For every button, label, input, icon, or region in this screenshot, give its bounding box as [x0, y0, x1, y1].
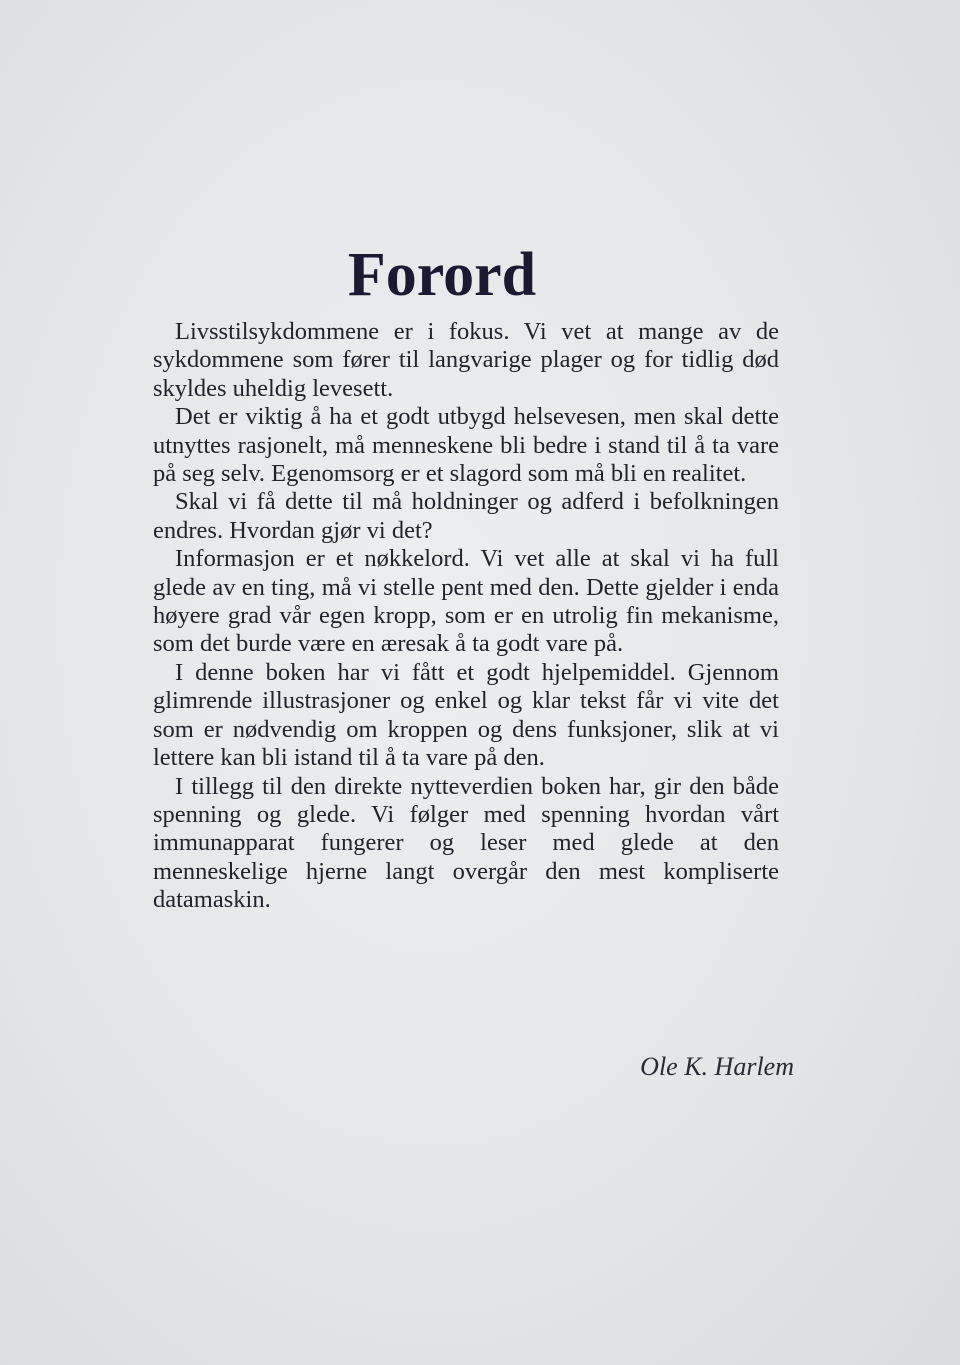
foreword-body: [153, 318, 779, 915]
paragraph-5: I denne boken har vi fått et godt hjelpemiddel. Gjennom glimrende illustrasjoner og enkel og klar tekst får vi vite det som er nødvendig om kroppen og dens funksjoner, slik at vi lettere kan bli istand til å ta vare på den.: [153, 658, 779, 772]
page-title: Forord: [347, 241, 537, 309]
paragraph-3: Skal vi få dette til må holdninger og adferd i befolkningen endres. Hvordan gjør vi det?: [153, 488, 779, 544]
paragraph-2: Det er viktig å ha et godt utbygd helsevesen, men skal dette utnyttes rasjonelt, må menneskene bli bedre i stand til å ta vare på seg selv. Egenomsorg er et slagord som må bli en realitet.: [153, 403, 779, 488]
paragraph-1: Livsstilsykdommene er i fokus. Vi vet at mange av de sykdommene som fører til langvarige plager og for tidlig død skyldes uheldig levesett.: [153, 318, 779, 402]
paragraph-4: Informasjon er et nøkkelord. Vi vet alle at skal vi ha full glede av en ting, må vi stelle pent med den. Dette gjelder i enda høyere grad vår egen kropp, som er en utrolig fin mekanisme, som det burde være en æresak å ta godt vare på.: [153, 545, 779, 658]
paragraph-6: I tillegg til den direkte nytteverdien boken har, gir den både spenning og glede. Vi følger med spenning hvordan vårt immunapparat fungerer og leser med glede at den menneskelige hjerne langt overgår den mest kompliserte datamaskin.: [153, 772, 779, 914]
author-signature: Ole K. Harlem: [640, 1052, 794, 1081]
